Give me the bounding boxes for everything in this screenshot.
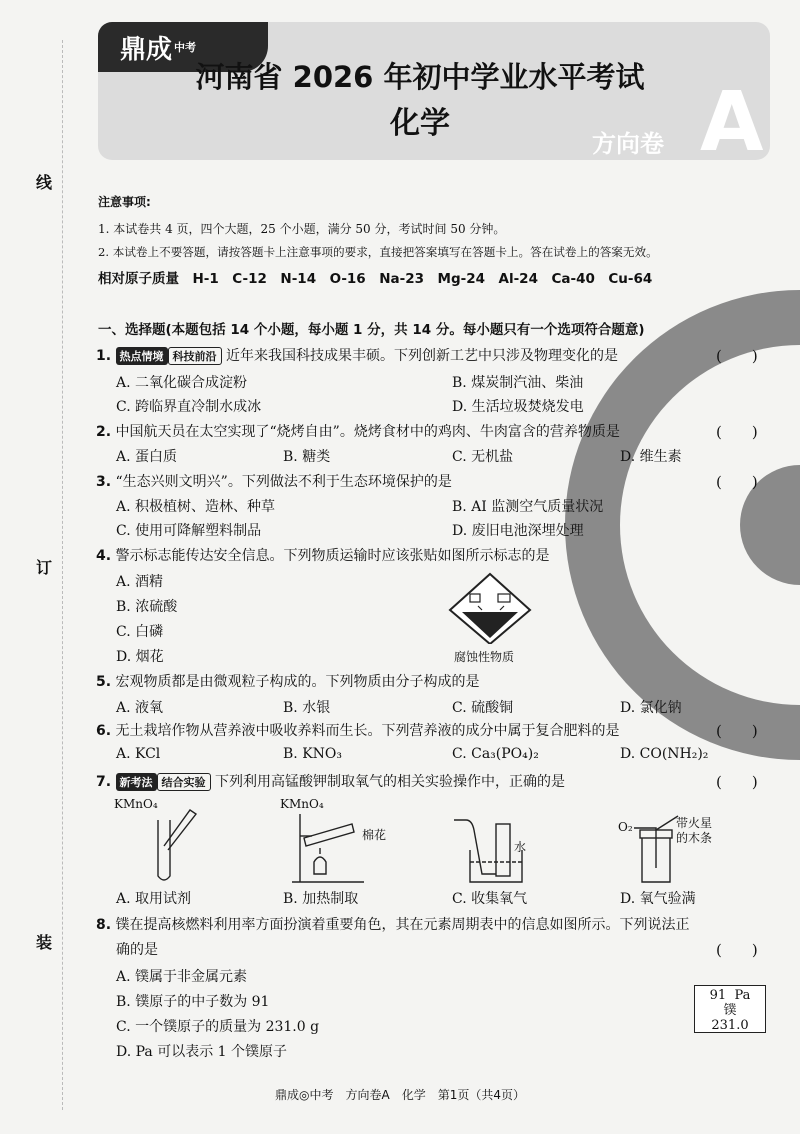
q3-number: 3. (96, 474, 112, 490)
q1-answer-paren: ( ) (716, 347, 758, 365)
q6-number: 6. (96, 723, 112, 739)
atomic-mass-line: 相对原子质量 H-1 C-12 N-14 O-16 Na-23 Mg-24 Al-24 Ca-40 Cu-64 (98, 271, 653, 287)
q4-option-d: D. 烟花 (116, 649, 164, 665)
q7-tag-new: 新考法 (116, 773, 157, 791)
q5-option-c: C. 硫酸铜 (452, 700, 514, 716)
q4-option-a: A. 酒精 (116, 574, 164, 590)
q6-answer-paren: ( ) (716, 722, 758, 740)
volume-name: 方向卷 (592, 130, 664, 158)
question-1 (96, 345, 618, 365)
binding-mark-order: 订 (36, 558, 53, 577)
q1-tag-tech: 科技前沿 (168, 347, 222, 365)
q3-option-d: D. 废旧电池深埋处理 (452, 523, 584, 539)
q5-number: 5. (96, 674, 112, 690)
q3-answer-paren: ( ) (716, 473, 758, 491)
q2-option-d: D. 维生素 (620, 449, 682, 465)
question-8 (96, 914, 690, 934)
q7-option-d: D. 氧气验满 (620, 891, 696, 907)
q2-stem: 中国航天员在太空实现了“烧烤自由”。烧烤食材中的鸡肉、牛肉富含的营养物质是 (115, 424, 620, 440)
periodic-element-card (694, 985, 766, 1033)
fig-d-oxygen-test (620, 808, 680, 886)
binding-mark-line: 线 (36, 173, 53, 192)
question-4 (96, 545, 550, 565)
q7-stem: 下列利用高锰酸钾制取氧气的相关实验操作中，正确的是 (214, 774, 565, 790)
q4-option-c: C. 白磷 (116, 624, 164, 640)
q3-option-b: B. AI 监测空气质量状况 (452, 499, 604, 515)
q8-answer-paren: ( ) (716, 941, 758, 959)
q7-option-a: A. 取用试剂 (116, 891, 192, 907)
q2-number: 2. (96, 424, 112, 440)
q7-tag-exp: 结合实验 (157, 773, 211, 791)
exam-subject: 化学 (390, 106, 450, 141)
q8-option-d: D. Pa 可以表示 1 个镤原子 (116, 1044, 288, 1060)
question-2 (96, 421, 620, 441)
q2-answer-paren: ( ) (716, 423, 758, 441)
binding-line (62, 40, 63, 1110)
q4-number: 4. (96, 548, 112, 564)
q5-option-b: B. 水银 (283, 700, 331, 716)
q8-option-c: C. 一个镤原子的质量为 231.0 g (116, 1019, 320, 1035)
q1-option-c: C. 跨临界直冷制水成冰 (116, 399, 262, 415)
q4-option-b: B. 浓硫酸 (116, 599, 178, 615)
q7-option-b: B. 加热制取 (283, 891, 359, 907)
notice-heading: 注意事项: (98, 195, 151, 209)
fig-d-o2-label: O₂ (618, 820, 633, 834)
q1-number: 1. (96, 348, 112, 364)
page-footer: 鼎成◎中考 方向卷A 化学 第1页（共4页） (275, 1088, 525, 1102)
q1-option-a: A. 二氧化碳合成淀粉 (116, 375, 248, 391)
q5-option-a: A. 液氧 (116, 700, 164, 716)
q3-stem: “生态兴则文明兴”。下列做法不利于生态环境保护的是 (115, 474, 452, 490)
fig-c-water-label: 水 (514, 840, 527, 854)
fig-a-label: KMnO₄ (114, 797, 158, 811)
question-6 (96, 720, 620, 740)
element-number: 91 (709, 988, 727, 1003)
fig-a-test-tube (130, 806, 200, 886)
element-mass: 231.0 (711, 1018, 749, 1033)
q6-option-a: A. KCl (116, 746, 161, 762)
question-7 (96, 771, 565, 791)
q3-option-c: C. 使用可降解塑料制品 (116, 523, 262, 539)
fig-b-heating-apparatus (290, 808, 370, 888)
q6-option-d: D. CO(NH₂)₂ (620, 746, 709, 762)
q1-option-d: D. 生活垃圾焚烧发电 (452, 399, 584, 415)
q2-option-b: B. 糖类 (283, 449, 331, 465)
brand-name: 鼎成 (120, 34, 173, 65)
q8-stem-2: 确的是 (116, 942, 158, 958)
q6-option-b: B. KNO₃ (283, 746, 342, 762)
corrosive-warning-sign (448, 572, 532, 644)
element-symbol: Pa (734, 988, 751, 1003)
element-name: 镤 (723, 1003, 737, 1018)
q4-stem: 警示标志能传达安全信息。下列物质运输时应该张贴如图所示标志的是 (115, 548, 550, 564)
volume-letter: A (700, 75, 764, 170)
q6-option-c: C. Ca₃(PO₄)₂ (452, 746, 539, 762)
fig-d-splint-label: 带火星的木条 (676, 816, 713, 845)
q5-option-d: D. 氯化钠 (620, 700, 682, 716)
fig-b-label: KMnO₄ (280, 797, 324, 811)
binding-mark-bind: 装 (36, 933, 53, 952)
q2-option-c: C. 无机盐 (452, 449, 514, 465)
corrosive-sign-caption: 腐蚀性物质 (454, 650, 515, 664)
q1-stem: 近年来我国科技成果丰硕。下列创新工艺中只涉及物理变化的是 (225, 348, 618, 364)
q8-number: 8. (96, 917, 112, 933)
q7-answer-paren: ( ) (716, 773, 758, 791)
q6-stem: 无土栽培作物从营养液中吸收养料而生长。下列营养液的成分中属于复合肥料的是 (115, 723, 620, 739)
q2-option-a: A. 蛋白质 (116, 449, 178, 465)
q7-option-c: C. 收集氧气 (452, 891, 528, 907)
q7-number: 7. (96, 774, 112, 790)
exam-title: 河南省 2026 年初中学业水平考试 (195, 60, 645, 94)
q1-option-b: B. 煤炭制汽油、柴油 (452, 375, 584, 391)
q1-tag-hot: 热点情境 (116, 347, 168, 365)
brand-sub: 中考 (174, 41, 197, 54)
q8-stem: 镤在提高核燃料利用率方面扮演着重要角色，其在元素周期表中的信息如图所示。下列说法正 (115, 917, 690, 933)
question-5 (96, 671, 480, 691)
fig-b-cotton-label: 棉花 (362, 828, 387, 842)
q5-stem: 宏观物质都是由微观粒子构成的。下列物质由分子构成的是 (115, 674, 480, 690)
section1-heading: 一、选择题(本题包括 14 个小题，每小题 1 分，共 14 分。每小题只有一个选项符合题意) (98, 322, 645, 338)
notice-line-2: 2. 本试卷上不要答题，请按答题卡上注意事项的要求，直接把答案填写在答题卡上。答在试卷上的答案无效。 (98, 245, 658, 259)
fig-c-gas-collection (452, 810, 532, 886)
q8-option-b: B. 镤原子的中子数为 91 (116, 994, 270, 1010)
q3-option-a: A. 积极植树、造林、种草 (116, 499, 276, 515)
q8-option-a: A. 镤属于非金属元素 (116, 969, 248, 985)
notice-line-1: 1. 本试卷共 4 页，四个大题，25 个小题，满分 50 分，考试时间 50 分钟。 (98, 222, 506, 236)
question-3 (96, 471, 452, 491)
